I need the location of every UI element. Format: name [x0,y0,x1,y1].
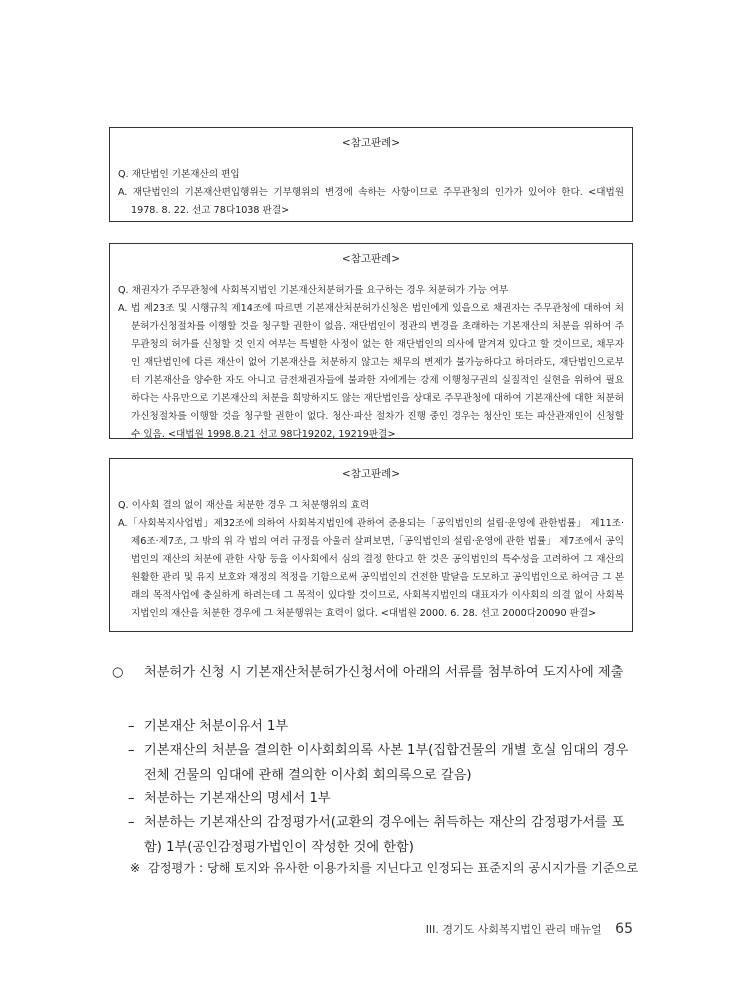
case-box-2 [109,243,633,439]
dash-icon: – [128,719,135,734]
case-question: Q. 재단법인 기본재산의 편입 [118,169,240,180]
dash-icon: – [128,743,135,758]
case-answer: A. 재단법인의 기본재산편입행위는 기부행위의 변경에 속하는 사항이므로 주무관청의 인가가 있어야 한다. <대법원 1978. 8. 22. 선고 78다1038 판결> [118,187,624,216]
list-item-text: 기본재산의 처분을 결의한 이사회회의록 사본 1부(집합건물의 개별 호실 임대의 경우 전체 건물의 임대에 관해 결의한 이사회 회의록으로 갈음) [144,743,629,783]
footer-section: III. 경기도 사회복지법인 관리 매뉴얼 [425,923,602,936]
main-paragraph [112,660,640,686]
list-item [128,714,640,739]
case-answer: A.「사회복지사업법」제32조에 의하여 사회복지법인에 관하여 준용되는「공익법인의 설립·운영에 관한법률」 제11조·제6조·제7조, 그 밖의 위 각 법의 여러 규정을 아울러 살펴보면,「공익법인의 설립·운영에 관한 법률」 제7조에서 공익법인의 재산의 처분에 관한 사항 등을 이사회에서 심의 결정 한다고 한 것은 공익법인의 특수성을 고려하여 그 재산의 원활한 관리 및 유지 보호와 재정의 적정을 기함으로써 공익법인의 건전한 발달을 도모하고 공익법인으로 하여금 그 본래의 목적사업에 충실하게 하려는데 그 목적이 있다할 것이므로, 사회복지법인의 대표자가 이사회의 의결 없이 사회복지법인의 재산을 처분한 경우에 그 처분행위는 효력이 없다. <대법원 2000. 6. 28. 선고 2000다20090 판결> [118,518,624,619]
case-question: Q. 이사회 결의 없이 재산을 처분한 경우 그 처분행위의 효력 [118,500,370,511]
case-box-3 [109,458,633,632]
list-item [128,738,640,788]
dash-icon: – [128,791,135,806]
dash-icon: – [128,815,135,830]
page-footer [426,921,633,937]
case-box-title: <참고판례> [341,468,401,480]
case-question: Q. 채권자가 주무관청에 사회복지법인 기본재산처분허가를 요구하는 경우 처분허가 가능 여부 [118,285,509,296]
main-paragraph-text: 처분허가 신청 시 기본재산처분허가신청서에 아래의 서류를 첨부하여 도지사에 제출 [144,665,624,680]
case-box-title: <참고판례> [341,253,401,265]
list-item [128,786,640,811]
case-answer: A. 법 제23조 및 시행규칙 제14조에 따르면 기본재산처분허가신청은 법인에게 있을으로 채권자는 주무관청에 대하여 처분허가신청절차를 이행할 것을 청구할 권한이 없음. 재단법인이 정관의 변경을 초래하는 기본재산의 처분을 위하여 주무관청의 허가를 신청할 것 인지 여부는 특별한 사정이 없는 한 재단법인의 의사에 맡겨져 있다고 할 것이므로, 채무자인 재단법인에 다른 재산이 없어 기본재산을 처분하지 않고는 채무의 변제가 불가능하다고 하더라도, 재단법인으로부터 기본재산을 양수한 자도 아니고 금전채권자들에 불과한 자에게는 강제 이행청구권의 실질적인 실현을 위하여 필요하다는 사유만으로 기본재산의 처분을 희망하지도 않는 재단법인을 상대로 주무관청에 대하여 기본재산에 대한 처분허가신청절차를 이행할 것을 청구할 권한이 없다. 청산·파산 절차가 진행 중인 경우는 청산인 또는 파산관재인이 신청할 수 있음. <대법원 1998.8.21 선고 98다19202, 19219판결> [118,303,624,440]
list-item-text: 처분하는 기본재산의 명세서 1부 [144,791,331,806]
note [130,857,640,879]
list-item [128,810,640,860]
page-number: 65 [615,921,633,937]
list-item-text: 기본재산 처분이유서 1부 [144,719,289,734]
list-item-text: 처분하는 기본재산의 감정평가서(교환의 경우에는 취득하는 재산의 감정평가서를 포함) 1부(공인감정평가법인이 작성한 것에 한함) [144,815,625,855]
note-text: 감정평가 : 당해 토지와 유사한 이용가치를 지닌다고 인정되는 표준지의 공시지가를 기준으로 [148,861,639,875]
case-box-1 [109,127,633,222]
case-box-title: <참고판례> [341,137,401,149]
circle-bullet-icon: ○ [112,665,124,680]
reference-mark-icon: ※ [130,861,141,875]
